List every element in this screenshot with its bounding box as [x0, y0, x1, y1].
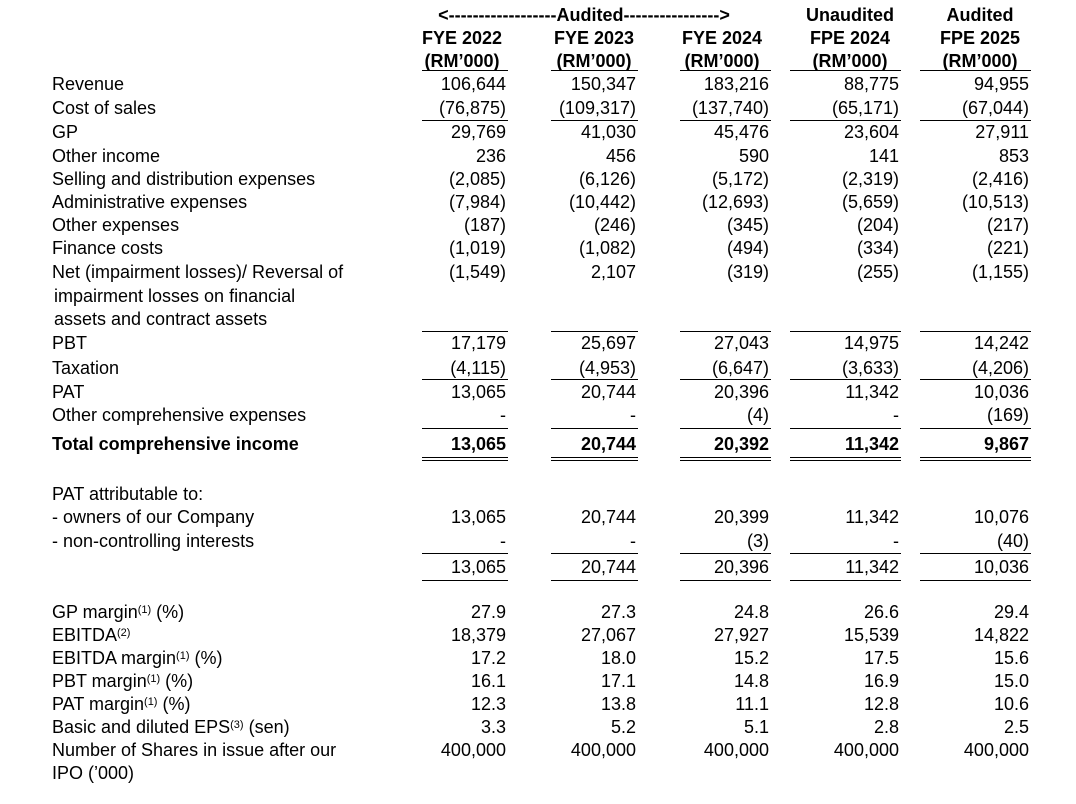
- gp-rule-c5: [920, 120, 1031, 121]
- value-cell-r7-c4: (334): [856, 238, 899, 258]
- ratio-cell-r5-c5: 2.5: [1003, 717, 1029, 737]
- pbt-rule-c2: [551, 331, 638, 332]
- row-label-other-income: Other income: [52, 146, 161, 166]
- ratio-cell-r6-c3: 400,000: [703, 740, 769, 760]
- header-col-3-unit: (RM’000): [684, 51, 760, 71]
- row-label-impairment-line-2: impairment losses on financial: [54, 286, 296, 306]
- value-cell-r2-c4: 23,604: [843, 122, 899, 142]
- value-cell-r11-c3: 20,396: [713, 382, 769, 402]
- attributable-bottom-rule-c5: [920, 580, 1031, 581]
- ratio-cell-r6-c4: 400,000: [833, 740, 899, 760]
- pbt-rule-c1: [422, 331, 508, 332]
- total-top-rule-c4: [790, 428, 901, 429]
- ratio-cell-r5-c3: 5.1: [743, 717, 769, 737]
- value-cell-r5-c5: (10,513): [961, 192, 1029, 212]
- header-audited-label: Audited: [946, 5, 1014, 25]
- gp-rule-c2: [551, 120, 638, 121]
- total-bottom-rule-c3: [680, 457, 771, 461]
- row-label-taxation: Taxation: [52, 358, 120, 378]
- row-label-ebitda: EBITDA$^{(2)}$: [52, 625, 131, 645]
- row-label-other-comprehensive: Other comprehensive expenses: [52, 405, 307, 425]
- attributable-cell-r0-c5: 10,076: [973, 507, 1029, 527]
- ratio-cell-r0-c3: 24.8: [733, 602, 769, 622]
- value-cell-r3-c4: 141: [868, 146, 899, 166]
- row-label-cost-of-sales: Cost of sales: [52, 98, 157, 118]
- value-cell-r3-c1: 236: [475, 146, 506, 166]
- ratio-cell-r5-c2: 5.2: [610, 717, 636, 737]
- value-cell-r3-c2: 456: [605, 146, 636, 166]
- row-label-revenue: Revenue: [52, 74, 125, 94]
- total-top-rule-c3: [680, 428, 771, 429]
- attributable-total-c5: 10,036: [973, 557, 1029, 577]
- value-cell-r8-c1: (1,549): [448, 262, 506, 282]
- value-cell-r11-c2: 20,744: [580, 382, 636, 402]
- gp-rule-c4: [790, 120, 901, 121]
- value-cell-r9-c2: 25,697: [580, 333, 636, 353]
- ratio-cell-r1-c2: 27,067: [580, 625, 636, 645]
- header-underline-c1: [422, 70, 508, 71]
- pat-rule-c3: [680, 379, 771, 380]
- ratio-cell-r2-c4: 17.5: [863, 648, 899, 668]
- pbt-rule-c4: [790, 331, 901, 332]
- ratio-cell-r3-c4: 16.9: [863, 671, 899, 691]
- value-cell-r12-c1: -: [500, 405, 506, 425]
- total-bottom-rule-c4: [790, 457, 901, 461]
- row-label-other-expenses: Other expenses: [52, 215, 180, 235]
- row-label-ebitda-margin: EBITDA margin$^{(1)}$ (%): [52, 648, 223, 668]
- total-top-rule-c5: [920, 428, 1031, 429]
- attributable-bottom-rule-c1: [422, 580, 508, 581]
- ratio-cell-r3-c3: 14.8: [733, 671, 769, 691]
- attributable-rule-c1: [422, 553, 508, 554]
- value-cell-r11-c4: 11,342: [845, 382, 899, 402]
- row-label-impairment-line-1: Net (impairment losses)/ Reversal of: [52, 262, 344, 282]
- ratio-cell-r1-c5: 14,822: [973, 625, 1029, 645]
- ratio-cell-r0-c5: 29.4: [993, 602, 1029, 622]
- row-label-gp: GP: [52, 122, 79, 142]
- attributable-heading: PAT attributable to:: [52, 484, 204, 504]
- ratio-cell-r4-c5: 10.6: [993, 694, 1029, 714]
- attributable-total-c4: 11,342: [845, 557, 899, 577]
- attributable-bottom-rule-c3: [680, 580, 771, 581]
- value-cell-r13-c5: 9,867: [983, 434, 1029, 454]
- value-cell-r13-c1: 13,065: [450, 434, 506, 454]
- value-cell-r1-c1: (76,875): [438, 98, 506, 118]
- ratio-cell-r1-c4: 15,539: [843, 625, 899, 645]
- attributable-cell-r1-c3: (3): [747, 531, 769, 551]
- pbt-rule-c5: [920, 331, 1031, 332]
- value-cell-r1-c4: (65,171): [831, 98, 899, 118]
- header-underline-c4: [790, 70, 901, 71]
- ratio-cell-r6-c1: 400,000: [440, 740, 506, 760]
- value-cell-r7-c3: (494): [726, 238, 769, 258]
- value-cell-r12-c4: -: [893, 405, 899, 425]
- pat-rule-c4: [790, 379, 901, 380]
- total-bottom-rule-c5: [920, 457, 1031, 461]
- value-cell-r7-c5: (221): [986, 238, 1029, 258]
- row-label-pbt: PBT: [52, 333, 88, 353]
- value-cell-r10-c4: (3,633): [841, 358, 899, 378]
- attributable-bottom-rule-c4: [790, 580, 901, 581]
- attributable-rule-c2: [551, 553, 638, 554]
- header-unaudited-label: Unaudited: [806, 5, 894, 25]
- row-label-eps: Basic and diluted EPS$^{(3)}$ (sen): [52, 717, 290, 737]
- row-label-shares-line-1: Number of Shares in issue after our: [52, 740, 337, 760]
- row-label-pbt-margin: PBT margin$^{(1)}$ (%): [52, 671, 194, 691]
- ratio-cell-r6-c2: 400,000: [570, 740, 636, 760]
- value-cell-r9-c4: 14,975: [843, 333, 899, 353]
- header-col-1-unit: (RM’000): [424, 51, 500, 71]
- ratio-cell-r1-c1: 18,379: [450, 625, 506, 645]
- value-cell-r5-c3: (12,693): [701, 192, 769, 212]
- ratio-cell-r4-c1: 12.3: [470, 694, 506, 714]
- value-cell-r0-c3: 183,216: [703, 74, 769, 94]
- total-top-rule-c2: [551, 428, 638, 429]
- header-underline-c5: [920, 70, 1031, 71]
- value-cell-r1-c3: (137,740): [691, 98, 769, 118]
- pat-rule-c1: [422, 379, 508, 380]
- value-cell-r0-c1: 106,644: [440, 74, 506, 94]
- header-underline-c3: [680, 70, 771, 71]
- value-cell-r5-c4: (5,659): [841, 192, 899, 212]
- value-cell-r10-c3: (6,647): [711, 358, 769, 378]
- total-bottom-rule-c2: [551, 457, 638, 461]
- value-cell-r2-c5: 27,911: [975, 122, 1029, 142]
- value-cell-r3-c5: 853: [998, 146, 1029, 166]
- ratio-cell-r2-c3: 15.2: [733, 648, 769, 668]
- attributable-cell-r1-c4: -: [893, 531, 899, 551]
- attributable-total-c3: 20,396: [713, 557, 769, 577]
- value-cell-r4-c1: (2,085): [448, 169, 506, 189]
- value-cell-r5-c2: (10,442): [568, 192, 636, 212]
- attributable-cell-r1-c2: -: [630, 531, 636, 551]
- value-cell-r1-c2: (109,317): [558, 98, 636, 118]
- total-top-rule-c1: [422, 428, 508, 429]
- ratio-cell-r4-c2: 13.8: [600, 694, 636, 714]
- value-cell-r11-c1: 13,065: [450, 382, 506, 402]
- header-col-5-unit: (RM’000): [942, 51, 1018, 71]
- value-cell-r10-c1: (4,115): [450, 358, 506, 378]
- attributable-cell-r1-c1: -: [500, 531, 506, 551]
- attributable-total-c2: 20,744: [580, 557, 636, 577]
- value-cell-r8-c4: (255): [856, 262, 899, 282]
- ratio-cell-r2-c1: 17.2: [470, 648, 506, 668]
- value-cell-r10-c5: (4,206): [971, 358, 1029, 378]
- header-col-4-unit: (RM’000): [812, 51, 888, 71]
- value-cell-r4-c2: (6,126): [578, 169, 636, 189]
- value-cell-r4-c5: (2,416): [971, 169, 1029, 189]
- pat-rule-c5: [920, 379, 1031, 380]
- value-cell-r5-c1: (7,984): [448, 192, 506, 212]
- row-label-administrative: Administrative expenses: [52, 192, 248, 212]
- row-label-nci: - non-controlling interests: [52, 531, 255, 551]
- audited-range-label: <------------------Audited---------------->: [438, 5, 730, 25]
- total-bottom-rule-c1: [422, 457, 508, 461]
- attributable-rule-c4: [790, 553, 901, 554]
- value-cell-r9-c3: 27,043: [713, 333, 769, 353]
- value-cell-r12-c5: (169): [986, 405, 1029, 425]
- value-cell-r6-c2: (246): [593, 215, 636, 235]
- value-cell-r0-c5: 94,955: [973, 74, 1029, 94]
- value-cell-r4-c4: (2,319): [841, 169, 899, 189]
- attributable-rule-c5: [920, 553, 1031, 554]
- value-cell-r6-c5: (217): [986, 215, 1029, 235]
- row-label-selling-distribution: Selling and distribution expenses: [52, 169, 316, 189]
- ratio-cell-r2-c5: 15.6: [993, 648, 1029, 668]
- header-col-4-period: FPE 2024: [809, 28, 891, 48]
- attributable-cell-r0-c1: 13,065: [450, 507, 506, 527]
- header-col-5-period: FPE 2025: [939, 28, 1021, 48]
- attributable-total-c1: 13,065: [450, 557, 506, 577]
- attributable-cell-r0-c3: 20,399: [713, 507, 769, 527]
- value-cell-r2-c2: 41,030: [580, 122, 636, 142]
- value-cell-r0-c4: 88,775: [843, 74, 899, 94]
- row-label-finance-costs: Finance costs: [52, 238, 164, 258]
- ratio-cell-r0-c4: 26.6: [863, 602, 899, 622]
- value-cell-r10-c2: (4,953): [578, 358, 636, 378]
- value-cell-r7-c2: (1,082): [578, 238, 636, 258]
- value-cell-r6-c4: (204): [856, 215, 899, 235]
- gp-rule-c3: [680, 120, 771, 121]
- value-cell-r13-c4: 11,342: [844, 434, 899, 454]
- row-label-pat: PAT: [52, 382, 85, 402]
- value-cell-r0-c2: 150,347: [570, 74, 636, 94]
- value-cell-r9-c5: 14,242: [973, 333, 1029, 353]
- ratio-cell-r4-c3: 11.1: [735, 694, 769, 714]
- ratio-cell-r0-c2: 27.3: [600, 602, 636, 622]
- ratio-cell-r1-c3: 27,927: [713, 625, 769, 645]
- row-label-shares-line-2: IPO (’000): [52, 763, 135, 783]
- value-cell-r2-c3: 45,476: [713, 122, 769, 142]
- header-col-3-period: FYE 2024: [681, 28, 763, 48]
- gp-rule-c1: [422, 120, 508, 121]
- ratio-cell-r3-c2: 17.1: [600, 671, 636, 691]
- attributable-cell-r0-c4: 11,342: [845, 507, 899, 527]
- ratio-cell-r6-c5: 400,000: [963, 740, 1029, 760]
- header-col-1-period: FYE 2022: [421, 28, 503, 48]
- value-cell-r8-c5: (1,155): [971, 262, 1029, 282]
- value-cell-r2-c1: 29,769: [450, 122, 506, 142]
- value-cell-r12-c3: (4): [747, 405, 769, 425]
- row-label-owners: - owners of our Company: [52, 507, 255, 527]
- value-cell-r13-c2: 20,744: [580, 434, 636, 454]
- value-cell-r8-c3: (319): [726, 262, 769, 282]
- value-cell-r1-c5: (67,044): [961, 98, 1029, 118]
- pbt-rule-c3: [680, 331, 771, 332]
- value-cell-r13-c3: 20,392: [713, 434, 769, 454]
- ratio-cell-r5-c1: 3.3: [480, 717, 506, 737]
- ratio-cell-r4-c4: 12.8: [863, 694, 899, 714]
- ratio-cell-r2-c2: 18.0: [600, 648, 636, 668]
- value-cell-r11-c5: 10,036: [973, 382, 1029, 402]
- row-label-total-comprehensive: Total comprehensive income: [52, 434, 299, 454]
- row-label-gp-margin: GP margin$^{(1)}$ (%): [52, 602, 185, 622]
- value-cell-r7-c1: (1,019): [448, 238, 506, 258]
- pat-rule-c2: [551, 379, 638, 380]
- value-cell-r6-c1: (187): [463, 215, 506, 235]
- value-cell-r8-c2: 2,107: [590, 262, 636, 282]
- ratio-cell-r3-c1: 16.1: [470, 671, 506, 691]
- value-cell-r6-c3: (345): [726, 215, 769, 235]
- value-cell-r9-c1: 17,179: [450, 333, 506, 353]
- attributable-cell-r1-c5: (40): [996, 531, 1029, 551]
- ratio-cell-r5-c4: 2.8: [873, 717, 899, 737]
- value-cell-r12-c2: -: [630, 405, 636, 425]
- row-label-pat-margin: PAT margin$^{(1)}$ (%): [52, 694, 191, 714]
- header-underline-c2: [551, 70, 638, 71]
- row-label-impairment-line-3: assets and contract assets: [54, 309, 268, 329]
- value-cell-r3-c3: 590: [738, 146, 769, 166]
- attributable-cell-r0-c2: 20,744: [580, 507, 636, 527]
- ratio-cell-r3-c5: 15.0: [993, 671, 1029, 691]
- attributable-bottom-rule-c2: [551, 580, 638, 581]
- header-col-2-period: FYE 2023: [553, 28, 635, 48]
- attributable-rule-c3: [680, 553, 771, 554]
- ratio-cell-r0-c1: 27.9: [470, 602, 506, 622]
- value-cell-r4-c3: (5,172): [711, 169, 769, 189]
- header-col-2-unit: (RM’000): [556, 51, 632, 71]
